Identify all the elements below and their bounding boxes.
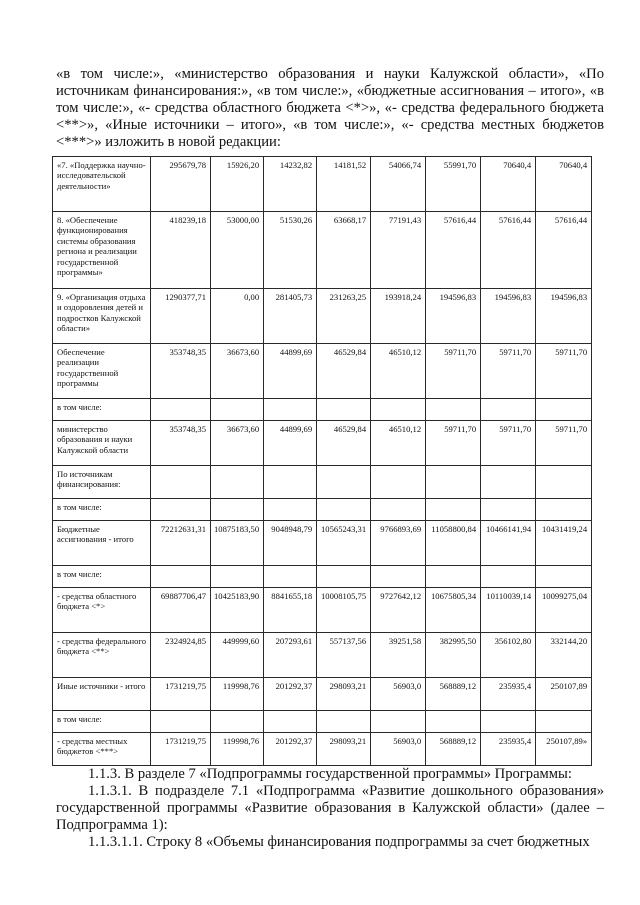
value-cell: 56903,0: [371, 733, 426, 766]
value-cell: 36673,60: [211, 344, 264, 399]
value-cell: 10110039,14: [481, 588, 536, 633]
value-cell: 235935,4: [481, 678, 536, 711]
value-cell: [151, 566, 211, 588]
value-cell: [264, 566, 317, 588]
value-cell: 46510,12: [371, 421, 426, 466]
table-row: [53, 633, 592, 678]
budget-table: [52, 156, 592, 766]
value-cell: 119998,76: [211, 733, 264, 766]
value-cell: [371, 466, 426, 499]
row-label-cell: По источникам финансирования:: [53, 466, 151, 499]
value-cell: 382995,50: [426, 633, 481, 678]
value-cell: [536, 499, 592, 521]
value-cell: 59711,70: [536, 421, 592, 466]
value-cell: [151, 499, 211, 521]
row-label-cell: - средства местных бюджетов <***>: [53, 733, 151, 766]
value-cell: [211, 711, 264, 733]
table-row: [53, 399, 592, 421]
outro-paragraph: 1.1.3. В разделе 7 «Подпрограммы государственной программы» Программы:: [88, 766, 572, 782]
value-cell: 207293,61: [264, 633, 317, 678]
value-cell: 250107,89»: [536, 733, 592, 766]
value-cell: 418239,18: [151, 212, 211, 289]
value-cell: [481, 711, 536, 733]
value-cell: [371, 399, 426, 421]
value-cell: 59711,70: [481, 421, 536, 466]
value-cell: [151, 711, 211, 733]
value-cell: [151, 466, 211, 499]
value-cell: 10565243,31: [317, 521, 371, 566]
value-cell: 69887706,47: [151, 588, 211, 633]
value-cell: 10431419,24: [536, 521, 592, 566]
value-cell: 15926,20: [211, 157, 264, 212]
value-cell: 298093,21: [317, 678, 371, 711]
value-cell: [211, 566, 264, 588]
value-cell: 9048948,79: [264, 521, 317, 566]
value-cell: [317, 399, 371, 421]
value-cell: 1290377,71: [151, 289, 211, 344]
value-cell: 46529,84: [317, 421, 371, 466]
value-cell: 332144,20: [536, 633, 592, 678]
value-cell: 8841655,18: [264, 588, 317, 633]
value-cell: 10099275,04: [536, 588, 592, 633]
value-cell: 46510,12: [371, 344, 426, 399]
value-cell: 193918,24: [371, 289, 426, 344]
value-cell: 56903,0: [371, 678, 426, 711]
intro-paragraph: «в том числе:», «министерство образования и науки Калужской области», «По источникам финансирования:», «в том числе:», «бюджетные ассигнования – итого», «в том числе:», «- средства областного бюджета <*>», «- средства федерального бюджета <**>», «Иные источники – итого», «в том числе:», «- средства местных бюджетов <***>» изложить в новой редакции:: [56, 66, 604, 150]
row-label-cell: - средства областного бюджета <*>: [53, 588, 151, 633]
value-cell: [426, 399, 481, 421]
value-cell: 2324924,85: [151, 633, 211, 678]
table-row: [53, 678, 592, 711]
outro-text: [56, 766, 604, 851]
value-cell: 39251,58: [371, 633, 426, 678]
table-row: [53, 212, 592, 289]
value-cell: [536, 466, 592, 499]
value-cell: [211, 399, 264, 421]
value-cell: 201292,37: [264, 678, 317, 711]
row-label-cell: 8. «Обеспечение функционирования системы образования региона и реализации государственной программы»: [53, 212, 151, 289]
value-cell: 568889,12: [426, 678, 481, 711]
value-cell: 0,00: [211, 289, 264, 344]
value-cell: [371, 711, 426, 733]
value-cell: 10466141,94: [481, 521, 536, 566]
value-cell: [426, 711, 481, 733]
row-label-cell: «7. «Поддержка научно-исследовательской деятельности»: [53, 157, 151, 212]
table-row: [53, 499, 592, 521]
value-cell: 57616,44: [426, 212, 481, 289]
value-cell: 14232,82: [264, 157, 317, 212]
value-cell: [536, 711, 592, 733]
value-cell: 9727642,12: [371, 588, 426, 633]
value-cell: 77191,43: [371, 212, 426, 289]
row-label-cell: 9. «Организация отдыха и оздоровления детей и подростков Калужской области»: [53, 289, 151, 344]
value-cell: 46529,84: [317, 344, 371, 399]
row-label-cell: - средства федерального бюджета <**>: [53, 633, 151, 678]
value-cell: 36673,60: [211, 421, 264, 466]
value-cell: 201292,37: [264, 733, 317, 766]
value-cell: [481, 466, 536, 499]
row-label-cell: Обеспечение реализации государственной программы: [53, 344, 151, 399]
value-cell: [211, 499, 264, 521]
value-cell: [317, 711, 371, 733]
value-cell: 10675805,34: [426, 588, 481, 633]
row-label-cell: в том числе:: [53, 711, 151, 733]
value-cell: 235935,4: [481, 733, 536, 766]
value-cell: 295679,78: [151, 157, 211, 212]
value-cell: [426, 566, 481, 588]
value-cell: 194596,83: [536, 289, 592, 344]
value-cell: [481, 399, 536, 421]
value-cell: 55991,70: [426, 157, 481, 212]
outro-paragraph: 1.1.3.1.1. Строку 8 «Объемы финансирования подпрограммы за счет бюджетных: [88, 834, 590, 850]
value-cell: 10875183,50: [211, 521, 264, 566]
outro-paragraph: 1.1.3.1. В подразделе 7.1 «Подпрограмма «Развитие дошкольного образования» государственной программы «Развитие образования в Калужской области» (далее – Подпрограмма 1):: [56, 783, 604, 833]
value-cell: 298093,21: [317, 733, 371, 766]
value-cell: [426, 466, 481, 499]
table-row: [53, 421, 592, 466]
value-cell: 57616,44: [481, 212, 536, 289]
table-row: [53, 733, 592, 766]
value-cell: [317, 499, 371, 521]
value-cell: [536, 399, 592, 421]
value-cell: [317, 566, 371, 588]
value-cell: 194596,83: [426, 289, 481, 344]
row-label-cell: министерство образования и науки Калужской области: [53, 421, 151, 466]
table-row: [53, 711, 592, 733]
table-row: [53, 588, 592, 633]
value-cell: 449999,60: [211, 633, 264, 678]
value-cell: 9766893,69: [371, 521, 426, 566]
value-cell: 231263,25: [317, 289, 371, 344]
value-cell: 72212631,31: [151, 521, 211, 566]
value-cell: 10425183,90: [211, 588, 264, 633]
table-row: [53, 157, 592, 212]
value-cell: [371, 499, 426, 521]
value-cell: 356102,80: [481, 633, 536, 678]
value-cell: [264, 711, 317, 733]
value-cell: 59711,70: [426, 344, 481, 399]
value-cell: 250107,89: [536, 678, 592, 711]
value-cell: 353748,35: [151, 344, 211, 399]
value-cell: 1731219,75: [151, 678, 211, 711]
value-cell: 57616,44: [536, 212, 592, 289]
value-cell: [317, 466, 371, 499]
value-cell: 54066,74: [371, 157, 426, 212]
value-cell: 10008105,75: [317, 588, 371, 633]
value-cell: 11058800,84: [426, 521, 481, 566]
value-cell: 1731219,75: [151, 733, 211, 766]
value-cell: [426, 499, 481, 521]
value-cell: 59711,70: [536, 344, 592, 399]
value-cell: 70640,4: [536, 157, 592, 212]
table-row: [53, 566, 592, 588]
value-cell: [481, 499, 536, 521]
row-label-cell: Бюджетные ассигнования - итого: [53, 521, 151, 566]
row-label-cell: Иные источники - итого: [53, 678, 151, 711]
value-cell: [264, 466, 317, 499]
value-cell: [151, 399, 211, 421]
value-cell: 14181,52: [317, 157, 371, 212]
value-cell: [481, 566, 536, 588]
value-cell: 119998,76: [211, 678, 264, 711]
value-cell: 59711,70: [426, 421, 481, 466]
table-row: [53, 289, 592, 344]
value-cell: 44899,69: [264, 344, 317, 399]
value-cell: 63668,17: [317, 212, 371, 289]
value-cell: 51530,26: [264, 212, 317, 289]
value-cell: 53000,00: [211, 212, 264, 289]
value-cell: 557137,56: [317, 633, 371, 678]
value-cell: 44899,69: [264, 421, 317, 466]
value-cell: 281405,73: [264, 289, 317, 344]
value-cell: 353748,35: [151, 421, 211, 466]
value-cell: 59711,70: [481, 344, 536, 399]
value-cell: 70640,4: [481, 157, 536, 212]
value-cell: 194596,83: [481, 289, 536, 344]
table-row: [53, 521, 592, 566]
value-cell: [536, 566, 592, 588]
row-label-cell: в том числе:: [53, 566, 151, 588]
value-cell: 568889,12: [426, 733, 481, 766]
row-label-cell: в том числе:: [53, 399, 151, 421]
value-cell: [371, 566, 426, 588]
table-row: [53, 466, 592, 499]
value-cell: [264, 499, 317, 521]
table-row: [53, 344, 592, 399]
value-cell: [211, 466, 264, 499]
row-label-cell: в том числе:: [53, 499, 151, 521]
value-cell: [264, 399, 317, 421]
